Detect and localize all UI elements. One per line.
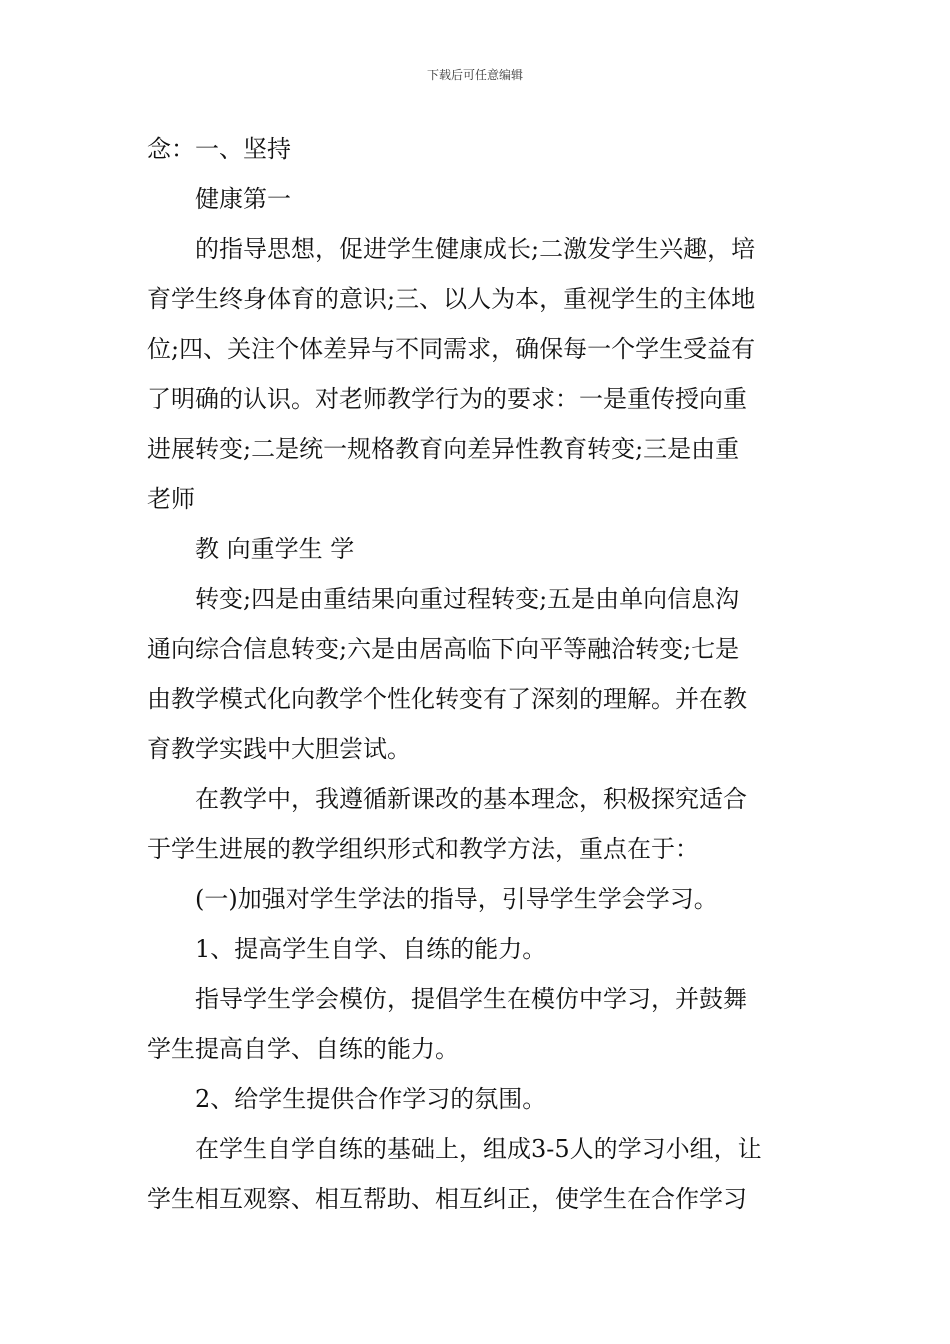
text-line: 在教学中，我遵循新课改的基本理念，积极探究适合 [195, 785, 747, 813]
text-line: 通向综合信息转变;六是由居高临下向平等融洽转变;七是 [147, 635, 740, 663]
text-line: 念：一、坚持 [147, 135, 291, 163]
text-line: 于学生进展的教学组织形式和教学方法，重点在于： [147, 835, 699, 863]
text-line: 指导学生学会模仿，提倡学生在模仿中学习，并鼓舞 [195, 985, 747, 1013]
text-line: 育学生终身体育的意识;三、以人为本，重视学生的主体地 [147, 285, 756, 313]
text-line: 育教学实践中大胆尝试。 [147, 735, 411, 763]
text-line: 进展转变;二是统一规格教育向差异性教育转变;三是由重 [147, 435, 740, 463]
text-line: 健康第一 [195, 185, 291, 213]
text-line: 转变;四是由重结果向重过程转变;五是由单向信息沟 [195, 585, 740, 613]
text-line: 学生相互观察、相互帮助、相互纠正，使学生在合作学习 [147, 1185, 747, 1213]
document-body [147, 124, 807, 1224]
text-line: 位;四、关注个体差异与不同需求，确保每一个学生受益有 [147, 335, 756, 363]
text-line: 老师 [147, 485, 195, 513]
text-line: 由教学模式化向教学个性化转变有了深刻的理解。并在教 [147, 685, 747, 713]
text-line: 了明确的认识。对老师教学行为的要求：一是重传授向重 [147, 385, 747, 413]
text-line: 学生提高自学、自练的能力。 [147, 1035, 459, 1063]
page-header: 下载后可任意编辑 [426, 68, 523, 82]
text-line: 在学生自学自练的基础上，组成3-5人的学习小组，让 [195, 1135, 762, 1163]
text-line: (一)加强对学生学法的指导，引导学生学会学习。 [195, 885, 718, 913]
text-line: 1、提高学生自学、自练的能力。 [195, 935, 547, 963]
text-line: 2、给学生提供合作学习的氛围。 [195, 1085, 547, 1113]
text-line: 的指导思想，促进学生健康成长;二激发学生兴趣，培 [195, 235, 756, 263]
text-line: 教 向重学生 学 [195, 535, 355, 563]
